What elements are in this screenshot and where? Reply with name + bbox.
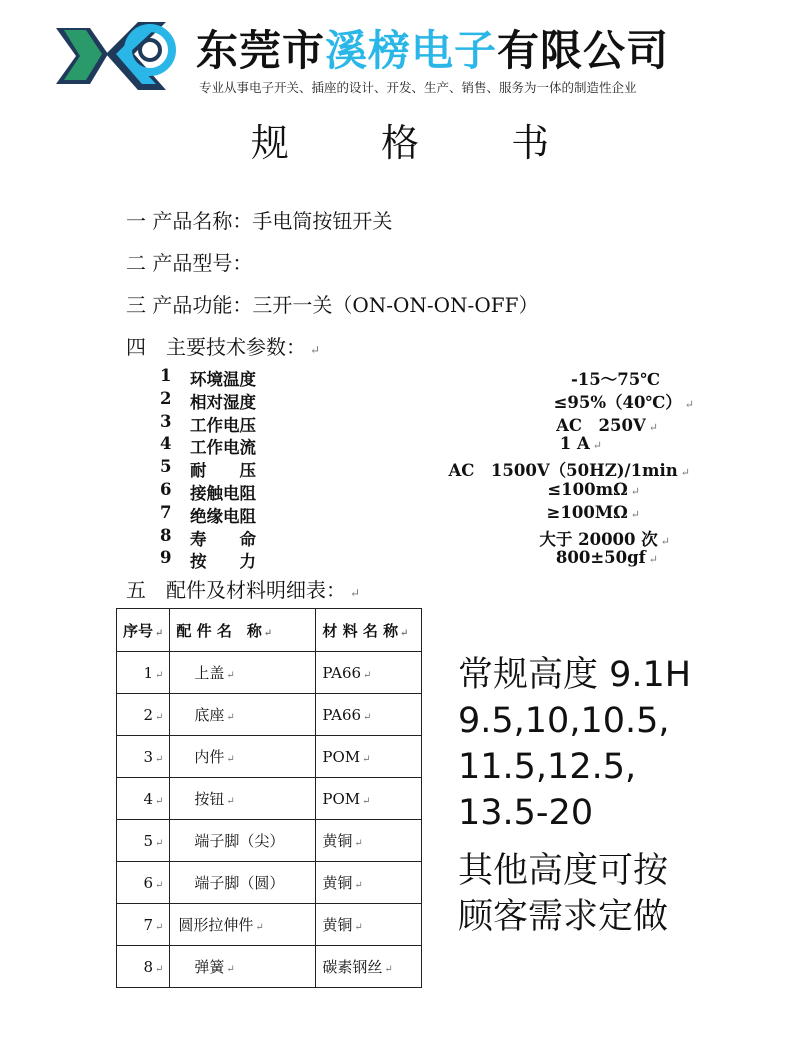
param-row: 4 工作电流 1 A ↵ bbox=[160, 434, 602, 458]
param-row: 3 工作电压 AC 250V ↵ bbox=[160, 411, 658, 435]
letterhead bbox=[0, 0, 800, 110]
table-row: 2 ↵ 底座 ↵ PA66 ↵ bbox=[117, 694, 422, 736]
company-logo-icon bbox=[46, 14, 186, 98]
note-line: 9.5,10,10.5, bbox=[458, 701, 670, 741]
param-row: 2 相对湿度 ≤95%（40℃） ↵ bbox=[160, 388, 694, 412]
height-options-note bbox=[458, 652, 691, 836]
table-row: 7 ↵ 圆形拉伸件 ↵ 黄铜 ↵ bbox=[117, 904, 422, 946]
table-row: 6 ↵ 端子脚（圆） 黄铜 ↵ bbox=[117, 862, 422, 904]
table-row: 1 ↵ 上盖 ↵ PA66 ↵ bbox=[117, 652, 422, 694]
parts-table bbox=[116, 608, 422, 988]
table-row: 4 ↵ 按钮 ↵ POM ↵ bbox=[117, 778, 422, 820]
note-line: 11.5,12.5, bbox=[458, 747, 637, 787]
section-tech-params: 四 主要技术参数： ↵ bbox=[126, 335, 321, 359]
param-row: 6 接触电阻 ≤100mΩ ↵ bbox=[160, 479, 640, 503]
section-product-name: 一 产品名称：手电筒按钮开关 bbox=[126, 209, 393, 233]
section-product-function: 三 产品功能：三开一关（ON-ON-ON-OFF） bbox=[126, 293, 539, 317]
table-row: 8 ↵ 弹簧 ↵ 碳素钢丝 ↵ bbox=[117, 946, 422, 988]
section-parts-list: 五 配件及材料明细表： ↵ bbox=[126, 578, 361, 602]
col-header-no: 序号 ↵ bbox=[117, 609, 170, 652]
company-slogan: 专业从事电子开关、插座的设计、开发、生产、销售、服务为一体的制造性企业 bbox=[199, 80, 637, 95]
col-header-part: 配 件 名 称 ↵ bbox=[170, 609, 316, 652]
param-row: 7 绝缘电阻 ≥100MΩ ↵ bbox=[160, 502, 640, 526]
custom-height-note bbox=[458, 848, 668, 940]
section-product-model: 二 产品型号： bbox=[126, 251, 253, 275]
note-line: 常规高度 9.1H bbox=[458, 655, 692, 695]
note-line: 13.5-20 bbox=[458, 793, 594, 833]
note-line: 其他高度可按 bbox=[458, 851, 669, 891]
param-row: 8 寿 命 大于 20000 次 ↵ bbox=[160, 525, 670, 549]
tech-params-list bbox=[160, 366, 700, 571]
param-row: 9 按 力 800±50gf ↵ bbox=[160, 548, 658, 572]
table-row: 3 ↵ 内件 ↵ POM ↵ bbox=[117, 736, 422, 778]
param-row: 1 环境温度 -15～75℃ bbox=[160, 366, 660, 389]
col-header-material: 材 料 名 称 ↵ bbox=[316, 609, 422, 652]
note-line: 顾客需求定做 bbox=[458, 897, 669, 937]
document-title: 规 格 书 bbox=[250, 121, 590, 165]
param-row: 5 耐 压 AC 1500V（50HZ)/1min ↵ bbox=[160, 457, 690, 481]
company-name: 东莞市溪榜电子有限公司 bbox=[196, 26, 670, 75]
table-header-row bbox=[117, 609, 422, 652]
table-row: 5 ↵ 端子脚（尖） 黄铜 ↵ bbox=[117, 820, 422, 862]
